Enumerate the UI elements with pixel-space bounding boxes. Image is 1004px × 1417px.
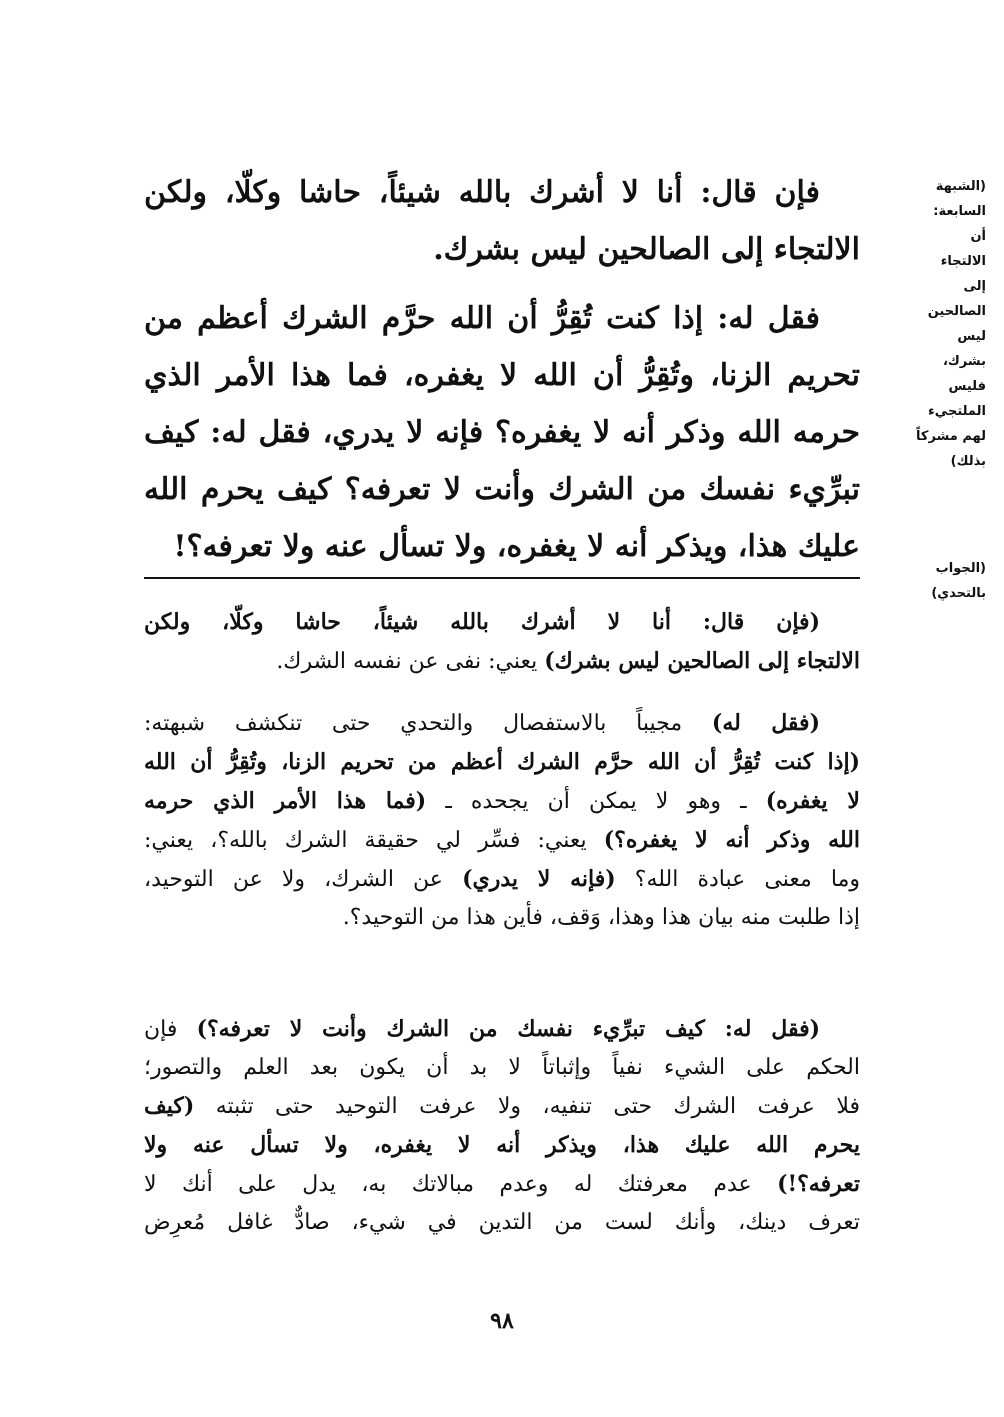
margin-note-line: الصالحين: [927, 304, 986, 319]
matn-line: الالتجاء إلى الصالحين ليس بشرك.: [433, 232, 860, 267]
matn-line: تبرِّيء نفسك من الشرك وأنت لا تعرفه؟ كيف يحرم الله: [144, 472, 860, 507]
margin-note-line: السابعة:: [933, 204, 986, 219]
page-number: ٩٨: [490, 1308, 514, 1334]
sharh-paragraph: [144, 603, 860, 681]
margin-note-line: ليس: [957, 329, 986, 344]
margin-note-line: (الجواب: [935, 561, 986, 576]
margin-note-line: بالتحدي): [931, 586, 986, 601]
commentary-text: يعني: نفى عن نفسه الشرك.: [276, 649, 545, 674]
margin-note-line: بشرك،: [942, 354, 986, 369]
commentary-text: عدم معرفتك له وعدم مبالاتك به، يدل على أنك لا: [144, 1172, 778, 1197]
separator-rule: [144, 577, 860, 579]
margin-note-line: أن: [970, 229, 986, 244]
matn-line: فقل له: إذا كنت تُقِرُّ أن الله حرَّم الشرك أعظم من: [144, 301, 820, 336]
margin-note-line: (الشبهة: [935, 179, 986, 194]
sharh-line: [144, 1049, 860, 1087]
quoted-matn: (فقل له): [711, 710, 820, 736]
margin-note-line: فليس: [948, 379, 986, 394]
sharh-line: [144, 642, 860, 681]
margin-note-line: بذلك): [950, 454, 986, 469]
sharh-line: [144, 1087, 860, 1126]
matn-line: فإن قال: أنا لا أشرك بالله شيئاً، حاشا وكلّا، ولكن: [144, 175, 820, 210]
matn-line: تحريم الزنا، وتُقِرُّ أن الله لا يغفره، فما هذا الأمر الذي: [144, 358, 860, 393]
quoted-matn: (فقل له: كيف تبرِّيء نفسك من الشرك وأنت لا تعرفه؟): [196, 1016, 820, 1042]
sharh-line: [144, 1010, 860, 1049]
margin-note-line: الملتجيء: [928, 404, 986, 419]
commentary-text: عن الشرك، ولا عن التوحيد،: [144, 867, 463, 892]
quoted-matn: (كيف: [144, 1093, 195, 1119]
margin-note-shubha: [886, 174, 986, 474]
quoted-matn: لا يغفره): [765, 788, 860, 814]
margin-note-jawab: [886, 556, 986, 606]
margin-note-line: لهم مشركاً: [916, 429, 986, 444]
margin-note-line: إلى: [963, 279, 986, 294]
quoted-matn: (إذا كنت تُقِرُّ أن الله حرَّم الشرك أعظم من تحريم الزنا، وتُقِرُّ أن الله: [144, 749, 860, 775]
commentary-text: فلا عرفت الشرك حتى تنفيه، ولا عرفت التوحيد حتى تثبته: [194, 1094, 860, 1119]
commentary-text: الحكم على الشيء نفياً وإثباتاً لا بد أن يكون بعد العلم والتصور؛: [144, 1055, 860, 1080]
commentary-text: فإن: [144, 1017, 197, 1042]
sharh-line: [144, 603, 860, 642]
sharh-line: [144, 1126, 860, 1165]
commentary-text: وما معنى عبادة الله؟: [615, 867, 861, 892]
sharh-line: [144, 782, 860, 821]
quoted-matn: الله وذكر أنه لا يغفره؟): [603, 827, 860, 853]
sharh-line: [144, 821, 860, 860]
quoted-matn: (فإنه لا يدري): [462, 866, 616, 892]
matn-paragraph: [144, 290, 860, 575]
matn-paragraph: [144, 164, 860, 278]
quoted-matn: يحرم الله عليك هذا، ويذكر أنه لا يغفره، ولا تسأل عنه ولا: [144, 1132, 860, 1158]
commentary-text: إذا طلبت منه بيان هذا وهذا، وَقف، فأين هذا من التوحيد؟.: [342, 905, 860, 930]
matn-line: حرمه الله وذكر أنه لا يغفره؟ فإنه لا يدري، فقل له: كيف: [144, 415, 861, 450]
commentary-text: ـ وهو لا يمكن أن يجحده ـ: [426, 789, 766, 814]
sharh-line: [144, 743, 860, 782]
quoted-matn: (فإن قال: أنا لا أشرك بالله شيئاً، حاشا وكلّا، ولكن: [144, 609, 820, 635]
matn-line: عليك هذا، ويذكر أنه لا يغفره، ولا تسأل عنه ولا تعرفه؟!: [173, 529, 860, 564]
sharh-line: [144, 1165, 860, 1204]
sharh-line: [144, 1204, 860, 1242]
margin-note-line: الالتجاء: [940, 254, 986, 269]
commentary-text: مجيباً بالاستفصال والتحدي حتى تنكشف شبهته:: [144, 711, 712, 736]
sharh-line: [144, 704, 860, 743]
commentary-text: تعرف دينك، وأنك لست من التدين في شيء، صادٌّ غافل مُعرِض: [144, 1210, 860, 1235]
quoted-matn: (فما هذا الأمر الذي حرمه: [144, 788, 427, 814]
sharh-paragraph: [144, 704, 860, 937]
quoted-matn: تعرفه؟!): [777, 1171, 860, 1197]
sharh-line: [144, 860, 860, 899]
commentary-text: يعني: فسِّر لي حقيقة الشرك بالله؟، يعني:: [144, 828, 604, 853]
quoted-matn: الالتجاء إلى الصالحين ليس بشرك): [544, 648, 860, 674]
sharh-paragraph: [144, 1010, 860, 1242]
sharh-line: [144, 899, 860, 937]
